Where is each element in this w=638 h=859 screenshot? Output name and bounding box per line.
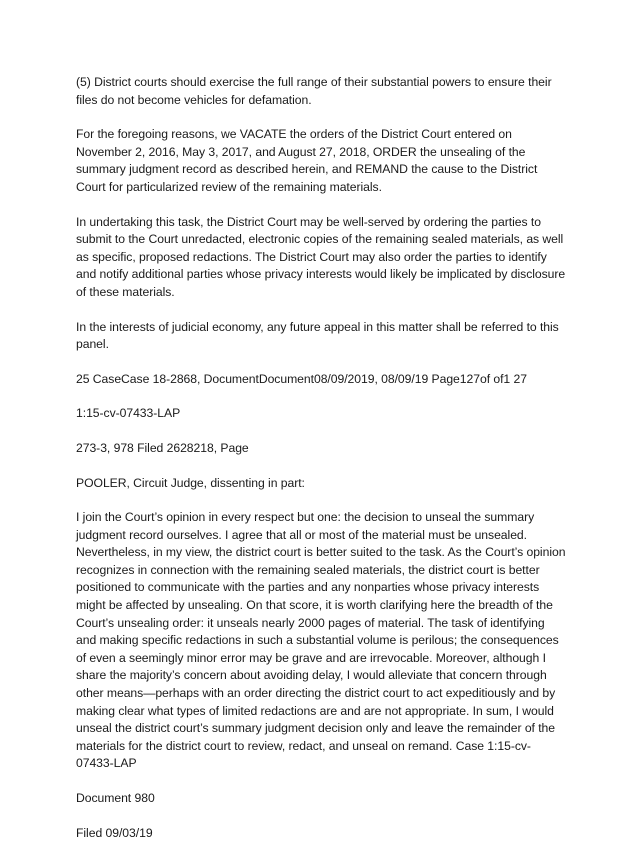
paragraph-district-court-task: In undertaking this task, the District Court may be well-served by ordering the parties to submit to the Court unredacted, electronic copies of the remaining sealed materials, as well as specific, proposed redactions. The District Court may also order the parties to identify and notify additional parties whose privacy interests would likely be implicated by disclosure of these materials. — [76, 214, 566, 299]
paragraph-defamation: (5) District courts should exercise the full range of their substantial powers to ensure their files do not become vehicles for defamation. — [76, 75, 552, 107]
document-number-line: Document 980 — [76, 791, 155, 805]
case-header-line: 25 CaseCase 18-2868, DocumentDocument08/09/2019, 08/09/19 Page127of of1 27 — [76, 371, 527, 386]
filing-info-line: 273-3, 978 Filed 2628218, Page — [76, 440, 249, 455]
paragraph-dissent-body: I join the Court’s opinion in every respect but one: the decision to unseal the summary judgment record ourselves. I agree that all or most of the material must be unsealed. Nevertheless, in my view, the district court is better suited to the task. As the Court’s opinion recognizes in connection with the remaining sealed materials, the district court is better positioned to communicate with the parties and any nonparties whose privacy interests might be affected by unsealing. On that score, it is worth clarifying here the breadth of the Court’s unsealing order: it unseals nearly 2000 pages of material. The task of identifying and making specific redactions in such a substantial volume is perilous; the consequences of even a seemingly minor error may be grave and are irrevocable. Moreover, although I share the majority’s concern about avoiding delay, I would alleviate that concern through other means—perhaps with an order directing the district court to act expeditiously and by making clear what types of limited redactions are and are not appropriate. In sum, I would unseal the district court’s summary judgment decision only and leave the remainder of the materials for the district court to review, redact, and unseal on remand. Case 1:15-cv-07433-LAP — [76, 510, 566, 771]
paragraph-vacate-order: For the foregoing reasons, we VACATE the orders of the District Court entered on November 2, 2016, May 3, 2017, and August 27, 2018, ORDER the unsealing of the summary judgment record as described herein, and REMAND the cause to the District Court for particularized review of the remaining materials. — [76, 127, 538, 194]
case-number-line: 1:15-cv-07433-LAP — [76, 406, 181, 421]
document-page — [76, 74, 566, 859]
dissent-heading: POOLER, Circuit Judge, dissenting in part: — [76, 475, 305, 490]
paragraph-judicial-economy: In the interests of judicial economy, any future appeal in this matter shall be referred to this panel. — [76, 319, 559, 352]
filed-date-line: Filed 09/03/19 — [76, 825, 153, 840]
